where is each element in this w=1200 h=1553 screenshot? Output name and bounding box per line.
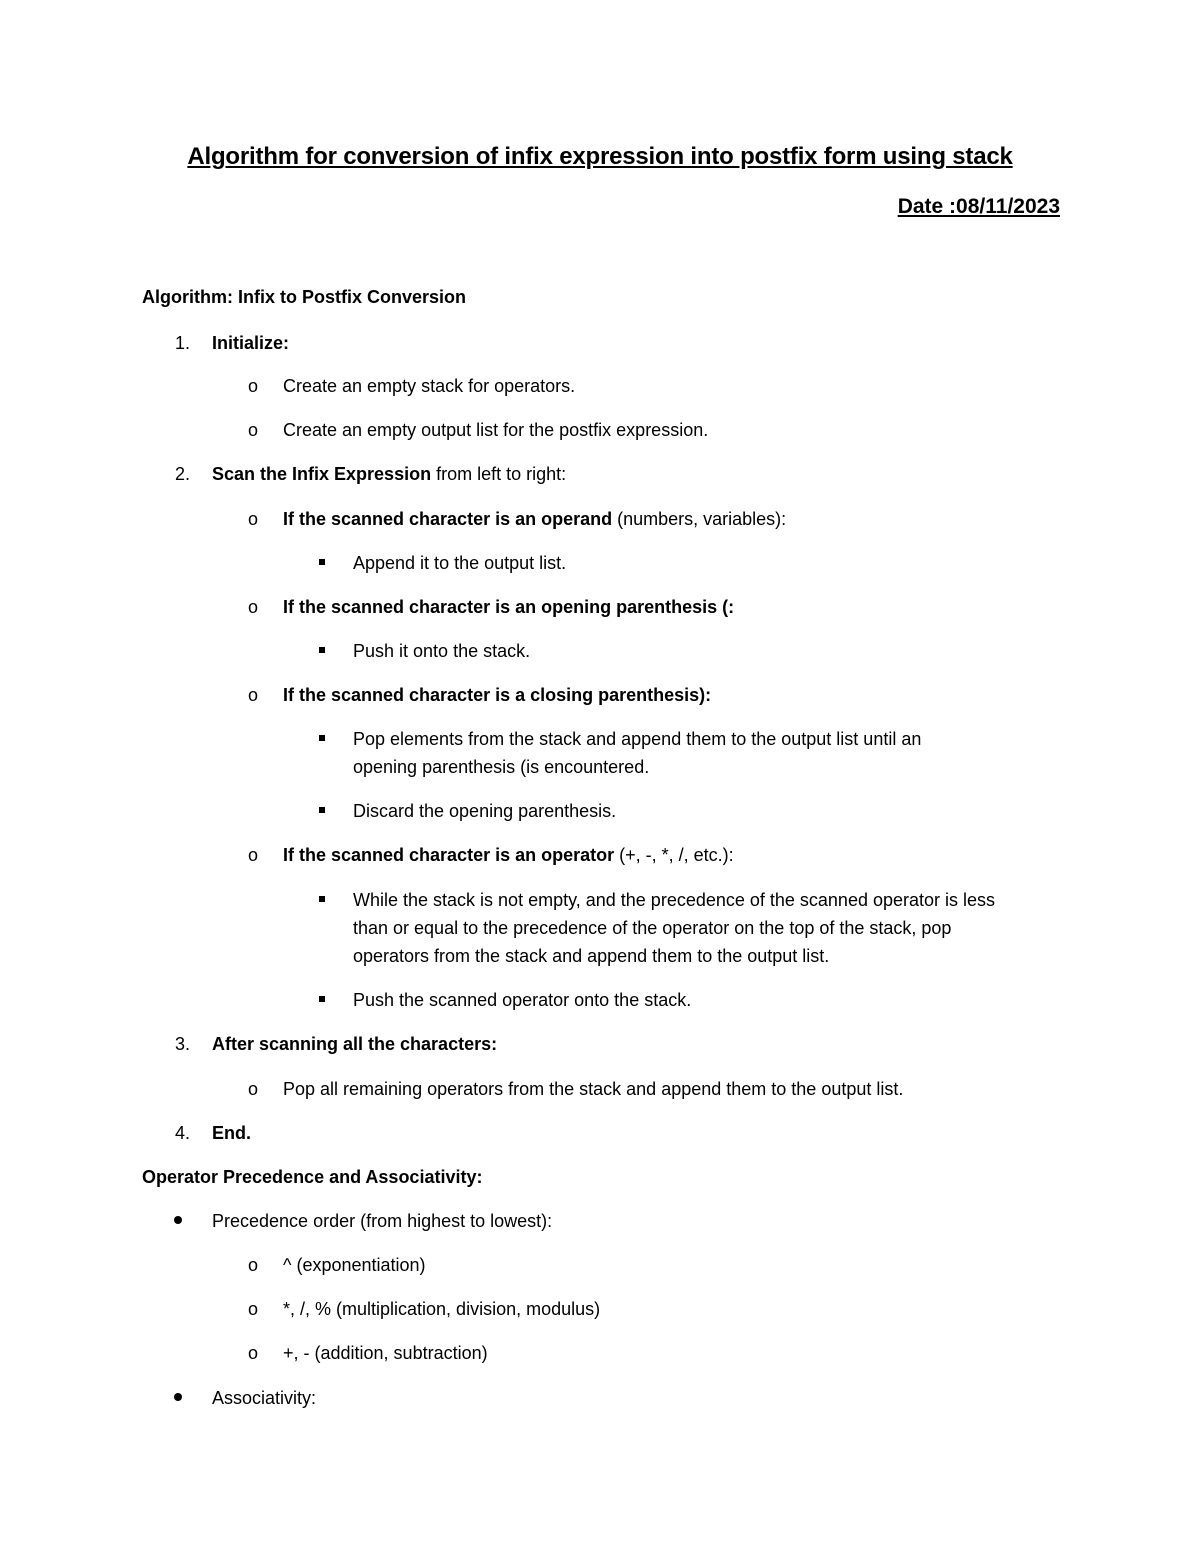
square-bullet-icon bbox=[319, 896, 325, 902]
list-item: Create an empty stack for operators. bbox=[283, 376, 576, 396]
list-marker: o bbox=[248, 509, 259, 529]
precedence-item: ^ (exponentiation) bbox=[283, 1255, 426, 1275]
case-line bbox=[283, 505, 786, 533]
step-label-line bbox=[212, 460, 566, 488]
round-bullet-icon bbox=[174, 1393, 182, 1401]
precedence-label: Precedence order (from highest to lowest): bbox=[212, 1211, 553, 1231]
case-action-continued: than or equal to the precedence of the operator on the top of the stack, pop bbox=[353, 918, 952, 938]
square-bullet-icon bbox=[319, 559, 325, 565]
step-label-rest: from left to right: bbox=[431, 464, 567, 484]
precedence-item: *, /, % (multiplication, division, modulus) bbox=[283, 1299, 601, 1319]
step-label: After scanning all the characters: bbox=[212, 1034, 498, 1054]
case-condition-rest: (+, -, *, /, etc.): bbox=[614, 845, 734, 865]
square-bullet-icon bbox=[319, 996, 325, 1002]
list-marker: o bbox=[248, 1343, 259, 1363]
case-condition: If the scanned character is an operand bbox=[283, 509, 613, 529]
square-bullet-icon bbox=[319, 647, 325, 653]
case-action: Push the scanned operator onto the stack. bbox=[353, 990, 692, 1010]
case-action: While the stack is not empty, and the precedence of the scanned operator is less bbox=[353, 890, 996, 910]
case-condition: If the scanned character is an opening parenthesis (: bbox=[283, 597, 735, 617]
precedence-heading: Operator Precedence and Associativity: bbox=[142, 1167, 483, 1187]
case-action-continued: opening parenthesis (is encountered. bbox=[353, 757, 650, 777]
step-label: End. bbox=[212, 1123, 251, 1143]
list-marker: o bbox=[248, 685, 259, 705]
case-action: Discard the opening parenthesis. bbox=[353, 801, 617, 821]
list-item: Create an empty output list for the postfix expression. bbox=[283, 420, 709, 440]
step-number: 2. bbox=[175, 464, 191, 484]
list-item: Pop all remaining operators from the stack and append them to the output list. bbox=[283, 1079, 904, 1099]
case-condition: If the scanned character is an operator bbox=[283, 845, 615, 865]
case-line bbox=[283, 841, 734, 869]
step-label: Initialize: bbox=[212, 333, 290, 353]
list-marker: o bbox=[248, 1255, 259, 1275]
square-bullet-icon bbox=[319, 807, 325, 813]
round-bullet-icon bbox=[174, 1216, 182, 1224]
document-date: Date :08/11/2023 bbox=[897, 195, 1060, 218]
case-condition-rest: (numbers, variables): bbox=[612, 509, 787, 529]
square-bullet-icon bbox=[319, 735, 325, 741]
precedence-item: +, - (addition, subtraction) bbox=[283, 1343, 488, 1363]
list-marker: o bbox=[248, 1079, 259, 1099]
case-action: Pop elements from the stack and append them to the output list until an bbox=[353, 729, 922, 749]
case-action: Push it onto the stack. bbox=[353, 641, 531, 661]
case-action: Append it to the output list. bbox=[353, 553, 567, 573]
list-marker: o bbox=[248, 420, 259, 440]
case-action-continued: operators from the stack and append them to the output list. bbox=[353, 946, 830, 966]
list-marker: o bbox=[248, 1299, 259, 1319]
associativity-label: Associativity: bbox=[212, 1388, 317, 1408]
step-number: 4. bbox=[175, 1123, 191, 1143]
step-number: 1. bbox=[175, 333, 191, 353]
step-number: 3. bbox=[175, 1034, 191, 1054]
list-marker: o bbox=[248, 597, 259, 617]
algorithm-heading: Algorithm: Infix to Postfix Conversion bbox=[142, 287, 467, 307]
step-label: Scan the Infix Expression bbox=[212, 464, 432, 484]
case-condition: If the scanned character is a closing parenthesis): bbox=[283, 685, 712, 705]
page-title: Algorithm for conversion of infix expression into postfix form using stack bbox=[187, 143, 1013, 170]
list-marker: o bbox=[248, 376, 259, 396]
list-marker: o bbox=[248, 845, 259, 865]
